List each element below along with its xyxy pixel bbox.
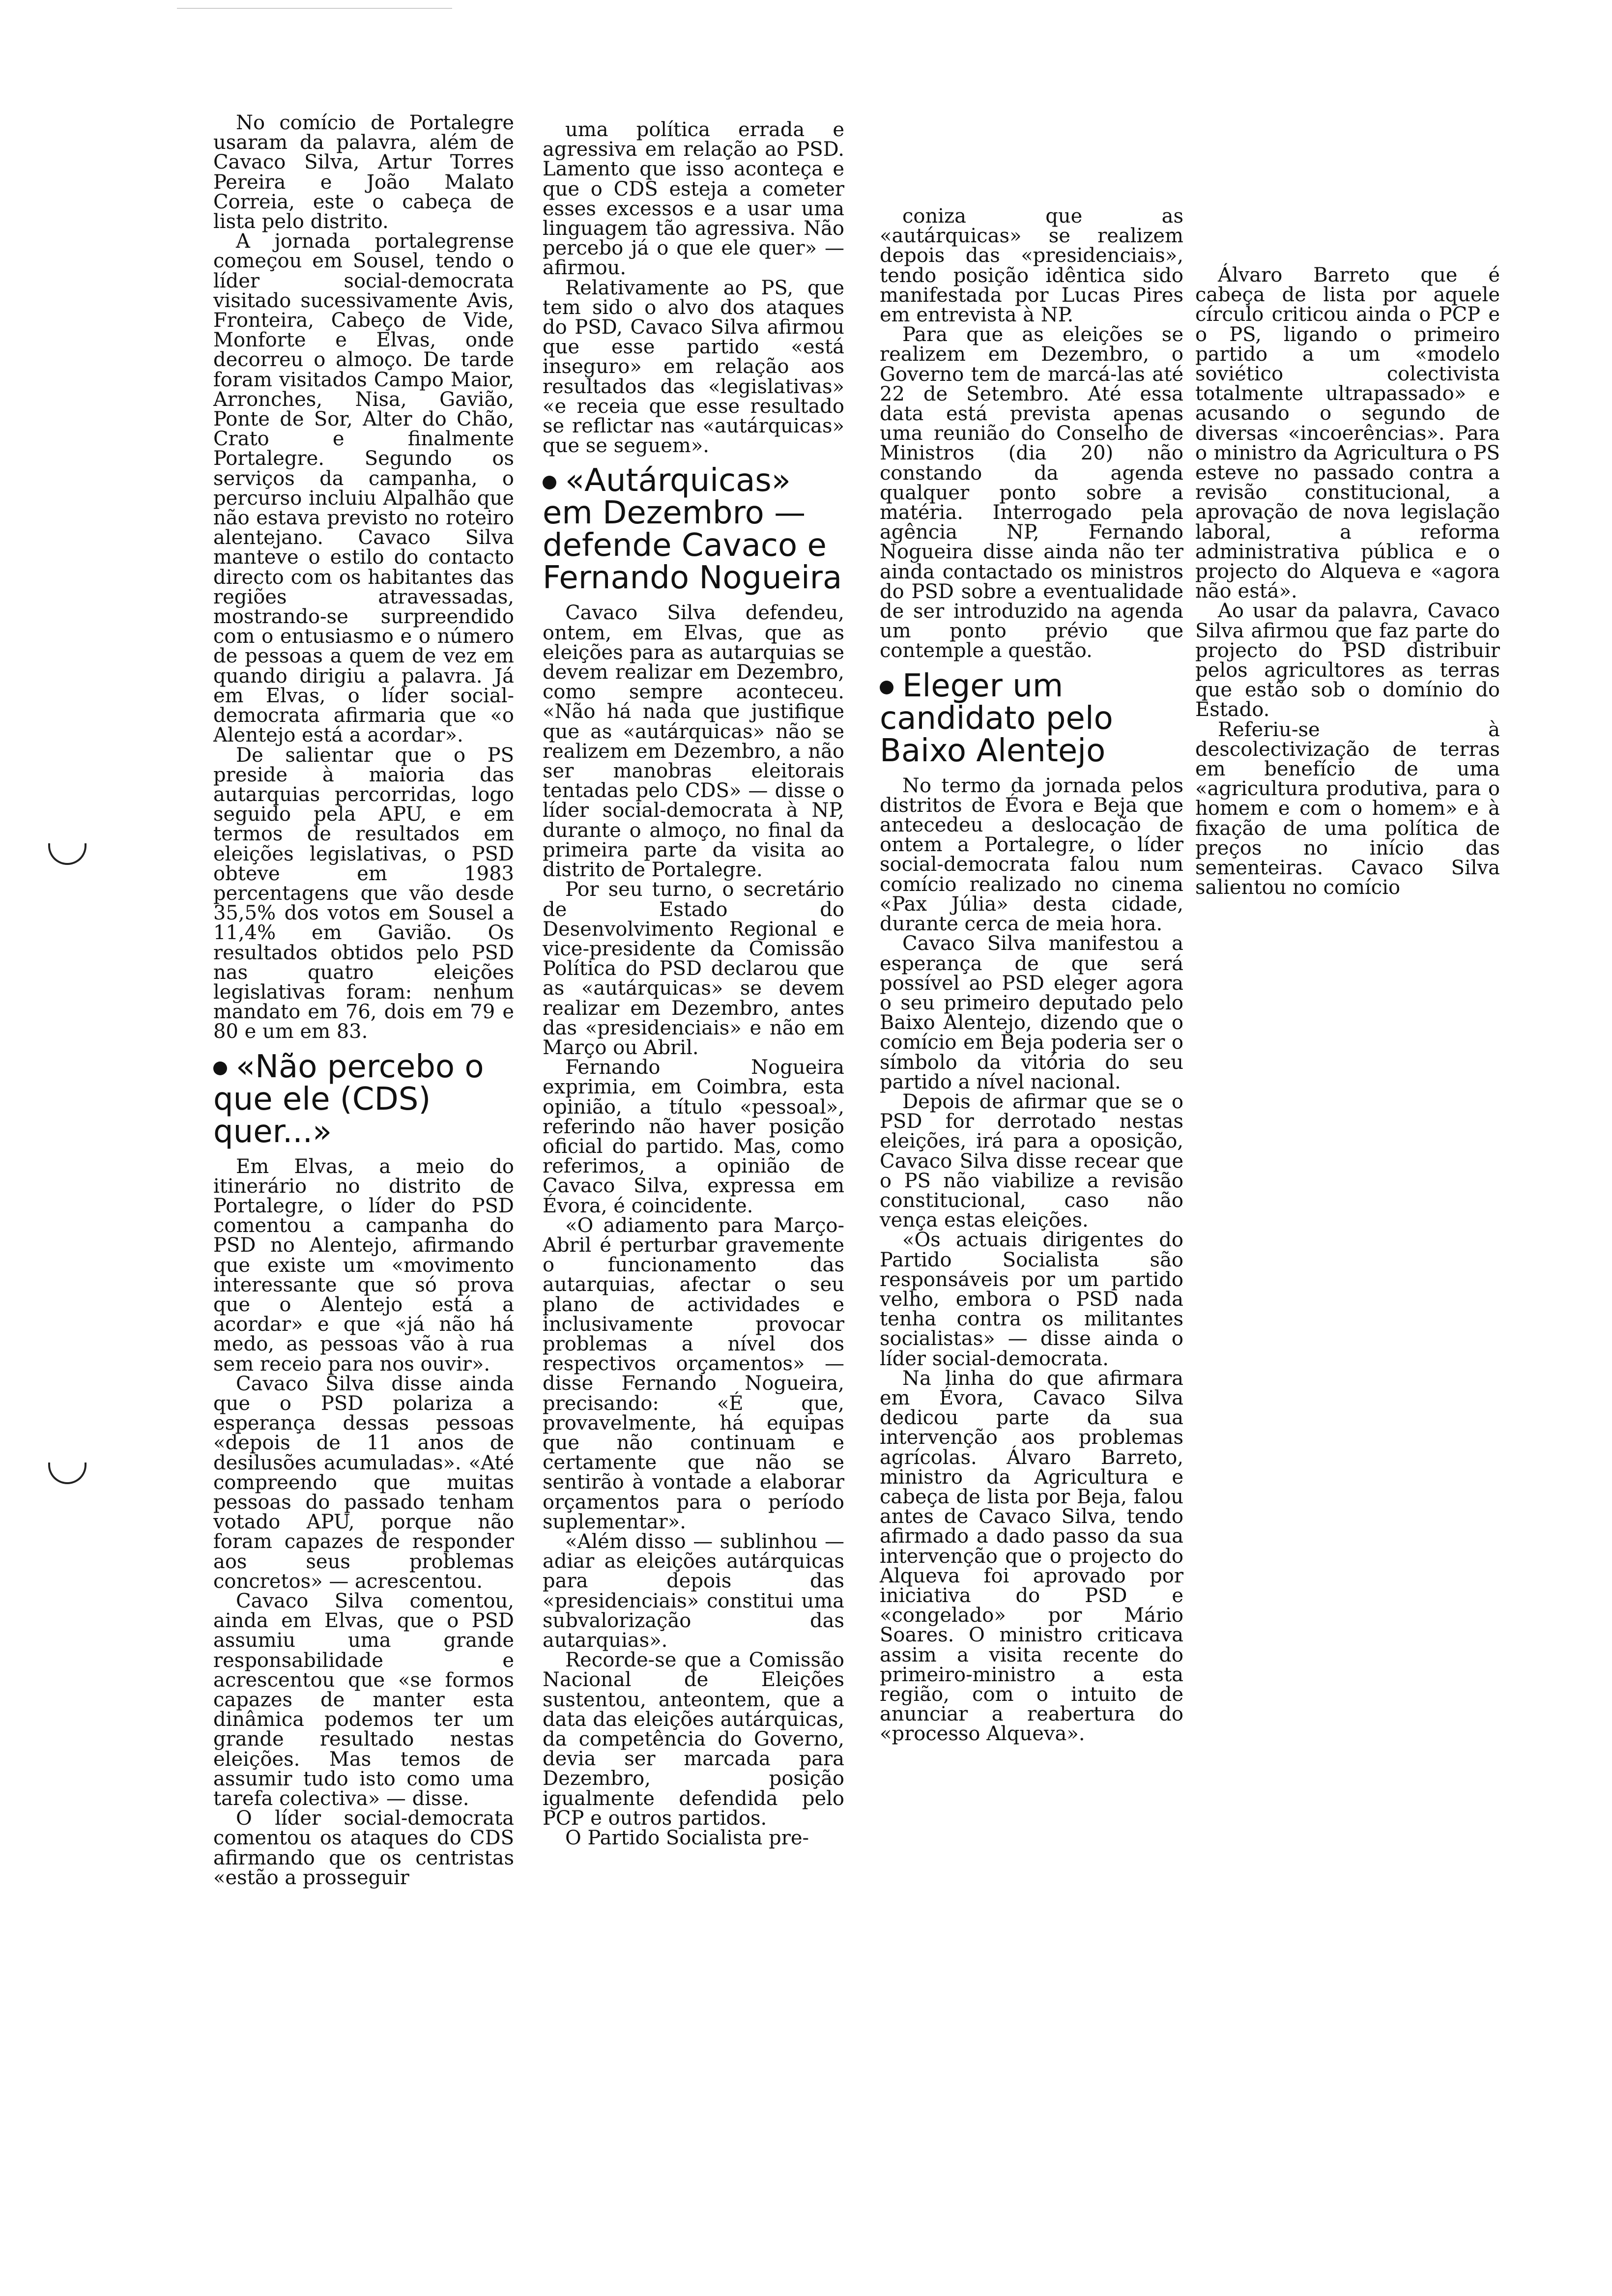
paragraph: No termo da jornada pelos distritos de Évora e Beja que antecedeu a deslocação de ontem a Portalegre, o líder social-democrata falou num comício realizado no cinema «Pax Júlia» desta cidade, durante cerca de meia hora. [880,774,1183,936]
paragraph: O Partido Socialista pre- [565,1827,809,1850]
paragraph: «O adiamento para Março-Abril é perturbar gravemente o funcionamento das autarquias, afectar o seu plano de actividades e inclusivamente provocar problemas a nível dos respectivos orçamentos» — disse Fernando Nogueira, precisando: «É que, provavelmente, há equipas que não continuam e certamente que não se sentirão à vontade a elaborar orçamentos para o período suplementar». [543,1214,844,1533]
paragraph: Cavaco Silva comentou, ainda em Elvas, que o PSD assumiu uma grande responsabilidade e acrescentou que «se formos capazes de manter esta dinâmica podemos ter um grande resultado nestas eleições. Mas temos de assumir tudo isto como uma tarefa colectiva» — disse. [213,1590,514,1810]
paragraph: uma política errada e agressiva em relação ao PSD. Lamento que isso aconteça e que o CDS esteja a cometer esses excessos e a usar uma linguagem tão agressiva. Não percebo já o que ele quer» — afirmou. [543,118,844,280]
article-column-4 [1195,265,1500,898]
article-column-1 [213,113,514,1888]
article-column-2 [543,120,844,1848]
paragraph: De salientar que o PS preside à maioria das autarquias percorridas, logo seguido pela APU, e em termos de resultados em eleições legislativas, o PSD obteve em 1983 percentagens que vão desde 35,5% dos votos em Sousel a 11,4% em Gavião. Os resultados obtidos pelo PSD nas quatro eleições legislativas foram: nenhum mandato em 76, dois em 79 e 80 e um em 83. [213,744,514,1043]
punch-hole-mark-bottom [48,1463,86,1484]
paragraph: Relativamente ao PS, que tem sido o alvo dos ataques do PSD, Cavaco Silva afirmou que esse partido «está inseguro» em relação aos resultados das «legislativas» «e receia que esse resultado se reflictar nas «autárquicas» que se seguem». [543,276,844,458]
scan-artifact [177,8,452,9]
subheading-text: «Autárquicas» em Dezembro — defende Cavaco e Fernando Nogueira [543,462,842,597]
paragraph: Em Elvas, a meio do itinerário no distrito de Portalegre, o líder do PSD comentou a campanha do PSD no Alentejo, afirmando que existe um «movimento interessante que só prova que o Alentejo está a acordar» e que «já não há medo, as pessoas vão à rua sem receio para nos ouvir». [213,1155,514,1376]
paragraph: Cavaco Silva disse ainda que o PSD polariza a esperança dessas pessoas «depois de 11 anos de desilusões acumuladas». «Até compreendo que muitas pessoas do passado tenham votado APU, porque não foram capazes de responder aos seus problemas concretos» — acrescentou. [213,1372,514,1593]
bullet-icon [543,476,556,489]
punch-hole-mark-top [48,843,86,865]
subheading [543,462,844,597]
paragraph: A jornada portalegrense começou em Sousel, tendo o líder social-democrata visitado sucessivamente Avis, Fronteira, Cabeço de Vide, Monforte e Elvas, onde decorreu o almoço. De tarde foram visitados Campo Maior, Arronches, Nisa, Gavião, Ponte de Sor, Alter do Chão, Crato e finalmente Portalegre. Segundo os serviços da campanha, o percurso incluiu Alpalhão que não estava previsto no roteiro alentejano. Cavaco Silva manteve o estilo do contacto directo com os habitantes das regiões atravessadas, mostrando-se surpreendido com o entusiasmo e o número de pessoas a quem de vez em quando dirigiu a palavra. Já em Elvas, o líder social-democrata afirmaria que «o Alentejo está a acordar». [213,230,514,747]
paragraph: Na linha do que afirmara em Évora, Cavaco Silva dedicou parte da sua intervenção aos problemas agrícolas. Álvaro Barreto, ministro da Agricultura e cabeça de lista por Beja, falou antes de Cavaco Silva, tendo afirmado a dado passo da sua intervenção que o projecto do Alqueva foi aprovado por iniciativa do PSD e «congelado» por Mário Soares. O ministro criticava assim a visita recente do primeiro-ministro a esta região, com o intuito de anunciar a reabertura do «processo Alqueva». [880,1367,1183,1746]
paragraph: Cavaco Silva manifestou a esperança de que será possível ao PSD eleger agora o seu primeiro deputado pelo Baixo Alentejo, dizendo que o comício em Beja poderia ser o símbolo da vitória do seu partido a nível nacional. [880,932,1183,1093]
paragraph: Álvaro Barreto que é cabeça de lista por aquele círculo criticou ainda o PCP e o PS, ligando o primeiro partido a um «modelo soviético colectivista totalmente ultrapassado» e acusando o segundo de diversas «incoerências». Para o ministro da Agricultura o PS esteve no passado contra a revisão constitucional, a aprovação de nova legislação laboral, a reforma administrativa pública e o projecto do Alqueva e «agora não está». [1195,264,1500,603]
paragraph: Para que as eleições se realizem em Dezembro, o Governo tem de marcá-las até 22 de Setembro. Até essa data está prevista apenas uma reunião do Conselho de Ministros (dia 20) não constando da agenda qualquer ponto sobre a matéria. Interrogado pela agência NP, Fernando Nogueira disse ainda não ter ainda contactado os ministros do PSD sobre a eventualidade de ser introduzido na agenda um ponto prévio que contemple a questão. [880,323,1183,662]
bullet-icon [213,1062,227,1075]
paragraph: No comício de Portalegre usaram da palavra, além de Cavaco Silva, Artur Torres Pereira e João Malato Correia, este o cabeça de lista pelo distrito. [213,112,514,233]
paragraph: O líder social-democrata comentou os ataques do CDS afirmando que os centristas «estão a prosseguir [213,1807,514,1889]
subheading [213,1048,514,1150]
paragraph: Fernando Nogueira exprimia, em Coimbra, esta opinião, a título «pessoal», referindo não haver posição oficial do partido. Mas, como referimos, a opinião de Cavaco Silva, expressa em Évora, é coincidente. [543,1056,844,1217]
bullet-icon [880,681,893,694]
paragraph: Cavaco Silva defendeu, ontem, em Elvas, que as eleições para as autarquias se devem realizar em Dezembro, como sempre aconteceu. «Não há nada que justifique que as «autárquicas» não se realizem em Dezembro, a não ser manobras eleitorais tentadas pelo CDS» — disse o líder social-democrata à NP, durante o almoço, no final da primeira parte da visita ao distrito de Portalegre. [543,602,844,882]
paragraph: «Os actuais dirigentes do Partido Socialista são responsáveis por um partido velho, embora o PSD nada tenha contra os militantes socialistas» — disse ainda o líder social-democrata. [880,1229,1183,1370]
paragraph: Por seu turno, o secretário de Estado do Desenvolvimento Regional e vice-presidente da Comissão Política do PSD declarou que as «autárquicas» se devem realizar em Dezembro, antes das «presidenciais» e não em Março ou Abril. [543,878,844,1059]
paragraph: Depois de afirmar que se o PSD for derrotado nestas eleições, irá para a oposição, Cavaco Silva disse recear que o PS não viabilize a revisão constitucional, caso não vença estas eleições. [880,1090,1183,1232]
paragraph: coniza que as «autárquicas» se realizem depois das «presidenciais», tendo posição idêntica sido manifestada por Lucas Pires em entrevista à NP. [880,205,1183,327]
paragraph: «Além disso — sublinhou — adiar as eleições autárquicas para depois das «presidenciais» constitui uma subvalorização das autarquias». [543,1530,844,1652]
paragraph: Recorde-se que a Comissão Nacional de Eleições sustentou, anteontem, que a data das eleições autárquicas, da competência do Governo, devia ser marcada para Dezembro, posição igualmente defendida pelo PCP e outros partidos. [543,1649,844,1830]
paragraph: Referiu-se à descolectivização de terras em benefício de uma «agricultura produtiva, para o homem e com o homem» e à fixação de uma política de preços no início das sementeiras. Cavaco Silva salientou no comício [1195,718,1500,899]
paragraph: Ao usar da palavra, Cavaco Silva afirmou que faz parte do projecto do PSD distribuir pelos agricultores as terras que estão sob o domínio do Estado. [1195,600,1500,721]
subheading-text: Eleger um candidato pelo Baixo Alentejo [880,667,1113,769]
article-column-3 [880,206,1183,1744]
subheading-text: «Não percebo o que ele (CDS) quer...» [213,1048,484,1150]
subheading [880,667,1183,769]
